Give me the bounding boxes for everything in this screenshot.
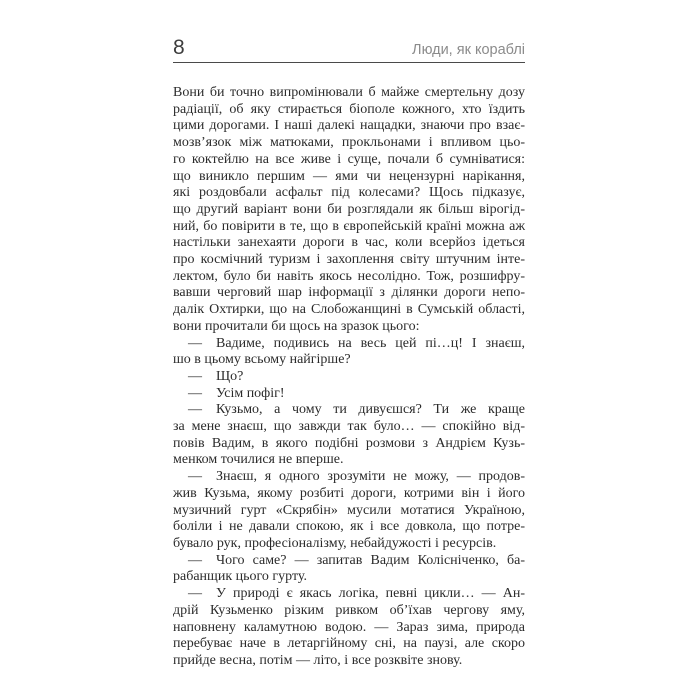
text-line: — Що? [188, 368, 244, 384]
text-line: вони прочитали би щось на зразок цього: [173, 318, 420, 334]
text-line: бувало рук, професіоналізму, небайдужості і ресурсів. [173, 535, 497, 551]
text-line: жив Кузьма, якому розбиті дороги, котрими він і його [173, 485, 525, 501]
text-line: ний, бо повірити в те, що в європейській країні можна аж [173, 218, 525, 234]
paragraph [173, 469, 525, 553]
text-line: — Кузьмо, а чому ти дивуєшся? Ти же краще [188, 402, 525, 418]
paragraph [173, 85, 525, 336]
page-column [173, 36, 525, 670]
text-line: цими дорогами. І наші далекі нащадки, знаючи про взає- [173, 118, 525, 134]
text-line: про космічний туризм і захоплення світу штучним інте- [173, 252, 525, 268]
text-line: мозв’язок між матюками, прокльонами і впливом цьо- [173, 135, 525, 151]
page-number: 8 [173, 36, 185, 59]
text-line: які роздовбали асфальт під колесами? Щось підказує, [173, 185, 525, 201]
text-line: настільки занехаяти дороги в час, коли всерйоз ідеться [173, 235, 525, 251]
page-text [173, 85, 525, 670]
paragraph [173, 553, 525, 586]
text-line: наповнену каламутною водою. — Зараз зима, природа [173, 619, 525, 635]
text-line: — Усім пофіг! [188, 385, 285, 401]
text-line: перебуває наче в летаргійному сні, на паузі, але скоро [173, 636, 525, 652]
text-line: лектом, було би навіть якось несолідно. Тож, розшифру- [173, 268, 525, 284]
text-line: — Знаєш, я одного зрозуміти не можу, — продов- [188, 469, 525, 485]
text-line: що другий варіант вони би розглядали як більш вірогід- [173, 201, 525, 217]
text-line: повів Вадим, в якого подібні розмови з Андрієм Кузь- [173, 435, 525, 451]
text-line: боліли і не давали спокою, як і все довкола, що потре- [173, 519, 525, 535]
text-line: — У природі є якась логіка, певні цикли… — Ан- [188, 586, 525, 602]
paragraph [173, 336, 525, 369]
text-line: прийде весна, потім — літо, і все розквіте знову. [173, 652, 463, 668]
text-line: — Чого саме? — запитав Вадим Колісніченко, ба- [188, 552, 525, 568]
text-line: менком точилися не вперше. [173, 452, 344, 468]
text-line: далік Охтирки, що на Слобожанщині в Сумській області, [173, 302, 525, 318]
text-line: вавши черговий шар інформації з ділянки дороги непо- [173, 285, 525, 301]
page-header [173, 36, 525, 63]
text-line: Вони би точно випромінювали б майже смертельну дозу [173, 85, 525, 100]
paragraph [173, 369, 525, 386]
text-line: дрій Кузьменко різким ривком об’їхав чергову яму, [173, 602, 525, 618]
text-line: радіації, об яку стирається біополе кожного, хто їздить [173, 101, 525, 117]
text-line: за мене знаєш, що завжди так було… — спокійно від- [173, 419, 525, 435]
text-line: рабанщик цього гурту. [173, 569, 307, 585]
text-line: що виникло першим — ями чи нецензурні нарікання, [173, 168, 525, 184]
running-title: Люди, як кораблі [412, 42, 525, 58]
text-line: музичний гурт «Скрябін» мусили мотатися Україною, [173, 502, 525, 518]
paragraph [173, 586, 525, 670]
paragraph [173, 386, 525, 403]
text-line: шо в цьому всьому найгірше? [173, 352, 351, 368]
text-line: го коктейлю на все живе і суще, почали б сумніватися: [173, 151, 525, 167]
text-line: — Вадиме, подивись на весь цей пі…ц! І знаєш, [188, 335, 525, 351]
paragraph [173, 402, 525, 469]
